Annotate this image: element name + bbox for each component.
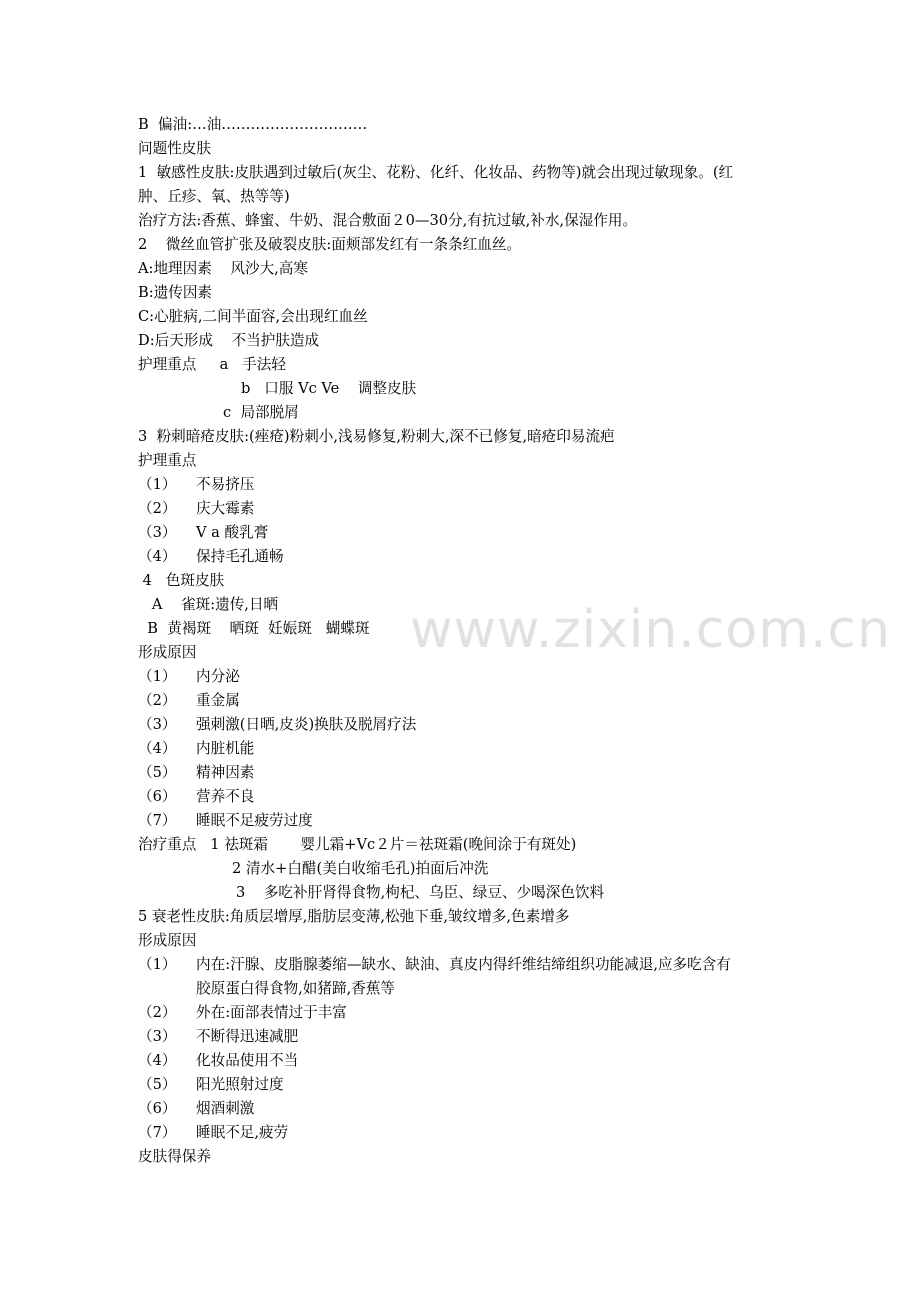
text-line: 5 衰老性皮肤:角质层增厚,脂肪层变薄,松弛下垂,皱纹增多,色素增多 — [138, 908, 570, 925]
list-item: 内分泌 — [196, 668, 240, 685]
text-line: 3 粉刺暗疮皮肤:(痤疮)粉刺小,浅易修复,粉刺大,深不已修复,暗疮印易流疤 — [138, 428, 615, 445]
list-number: （4） — [138, 548, 177, 565]
list-item: 庆大霉素 — [196, 500, 255, 517]
text-line: c 局部脱屑 — [223, 404, 299, 421]
text-line: C:心脏病,二间半面容,会出现红血丝 — [138, 308, 368, 325]
text-line: 治疗重点 1 祛斑霜 婴儿霜+Vc２片＝祛斑霜(晚间涂于有斑处) — [138, 836, 577, 853]
text-line: 治疗方法:香蕉、蜂蜜、牛奶、混合敷面２0—30分,有抗过敏,补水,保湿作用。 — [138, 212, 638, 229]
text-line: 肿、丘疹、氧、热等等) — [138, 188, 290, 205]
list-number: （3） — [138, 716, 177, 733]
list-item: 不断得迅速减肥 — [196, 1028, 299, 1045]
list-item: 睡眠不足疲劳过度 — [196, 812, 313, 829]
text-line: A:地理因素 风沙大,高寒 — [138, 260, 308, 277]
list-number: （6） — [138, 1100, 177, 1117]
sub-heading: 形成原因 — [138, 644, 197, 661]
list-item: 不易挤压 — [196, 476, 255, 493]
list-item: 内脏机能 — [196, 740, 255, 757]
list-number: （5） — [138, 1076, 177, 1093]
section-heading: 问题性皮肤 — [138, 140, 211, 157]
text-line: B 黄褐斑 晒斑 妊娠斑 蝴蝶斑 — [138, 620, 370, 637]
section-heading: 皮肤得保养 — [138, 1148, 211, 1165]
list-item: 内在:汗腺、皮脂腺萎缩—缺水、缺油、真皮内得纤维结缔组织功能减退,应多吃含有 — [196, 956, 731, 973]
text-line: 护理重点 a 手法轻 — [138, 356, 286, 373]
list-number: （7） — [138, 1124, 177, 1141]
list-item: 睡眠不足,疲劳 — [196, 1124, 289, 1141]
list-number: （4） — [138, 1052, 177, 1069]
sub-heading: 形成原因 — [138, 932, 197, 949]
list-number: （7） — [138, 812, 177, 829]
list-item: 烟酒刺激 — [196, 1100, 255, 1117]
text-line: 2 清水+白醋(美白收缩毛孔)拍面后冲洗 — [232, 860, 489, 877]
text-line: 3 多吃补肝肾得食物,枸杞、乌臣、绿豆、少喝深色饮料 — [236, 884, 605, 901]
text-line: A 雀斑:遗传,日晒 — [138, 596, 279, 613]
text-line: B:遗传因素 — [138, 284, 213, 301]
list-item: 保持毛孔通畅 — [196, 548, 284, 565]
text-line: 4 色斑皮肤 — [138, 572, 225, 589]
list-number: （1） — [138, 956, 177, 973]
list-item: 重金属 — [196, 692, 240, 709]
list-number: （1） — [138, 668, 177, 685]
list-number: （2） — [138, 500, 177, 517]
list-number: （2） — [138, 692, 177, 709]
list-item: 化妆品使用不当 — [196, 1052, 299, 1069]
list-number: （3） — [138, 524, 177, 541]
text-line: B 偏油:…油………………………… — [138, 116, 368, 133]
list-item: 营养不良 — [196, 788, 255, 805]
text-line: 1 敏感性皮肤:皮肤遇到过敏后(灰尘、花粉、化纤、化妆品、药物等)就会出现过敏现象。(红 — [138, 164, 734, 181]
text-line: b 口服 Vc Ve 调整皮肤 — [241, 380, 417, 397]
sub-heading: 护理重点 — [138, 452, 197, 469]
watermark: www.zixin.com.cn — [410, 600, 891, 660]
list-number: （4） — [138, 740, 177, 757]
list-item: 阳光照射过度 — [196, 1076, 284, 1093]
list-number: （6） — [138, 788, 177, 805]
list-number: （1） — [138, 476, 177, 493]
text-line: 2 微丝血管扩张及破裂皮肤:面颊部发红有一条条红血丝。 — [138, 236, 522, 253]
list-item: 强刺激(日晒,皮炎)换肤及脱屑疗法 — [196, 716, 417, 733]
list-number: （3） — [138, 1028, 177, 1045]
list-item: V a 酸乳膏 — [196, 524, 269, 541]
list-number: （5） — [138, 764, 177, 781]
list-item-continuation: 胶原蛋白得食物,如猪蹄,香蕉等 — [196, 980, 395, 997]
list-item: 精神因素 — [196, 764, 255, 781]
text-line: D:后天形成 不当护肤造成 — [138, 332, 320, 349]
list-number: （2） — [138, 1004, 177, 1021]
list-item: 外在:面部表情过于丰富 — [196, 1004, 347, 1021]
